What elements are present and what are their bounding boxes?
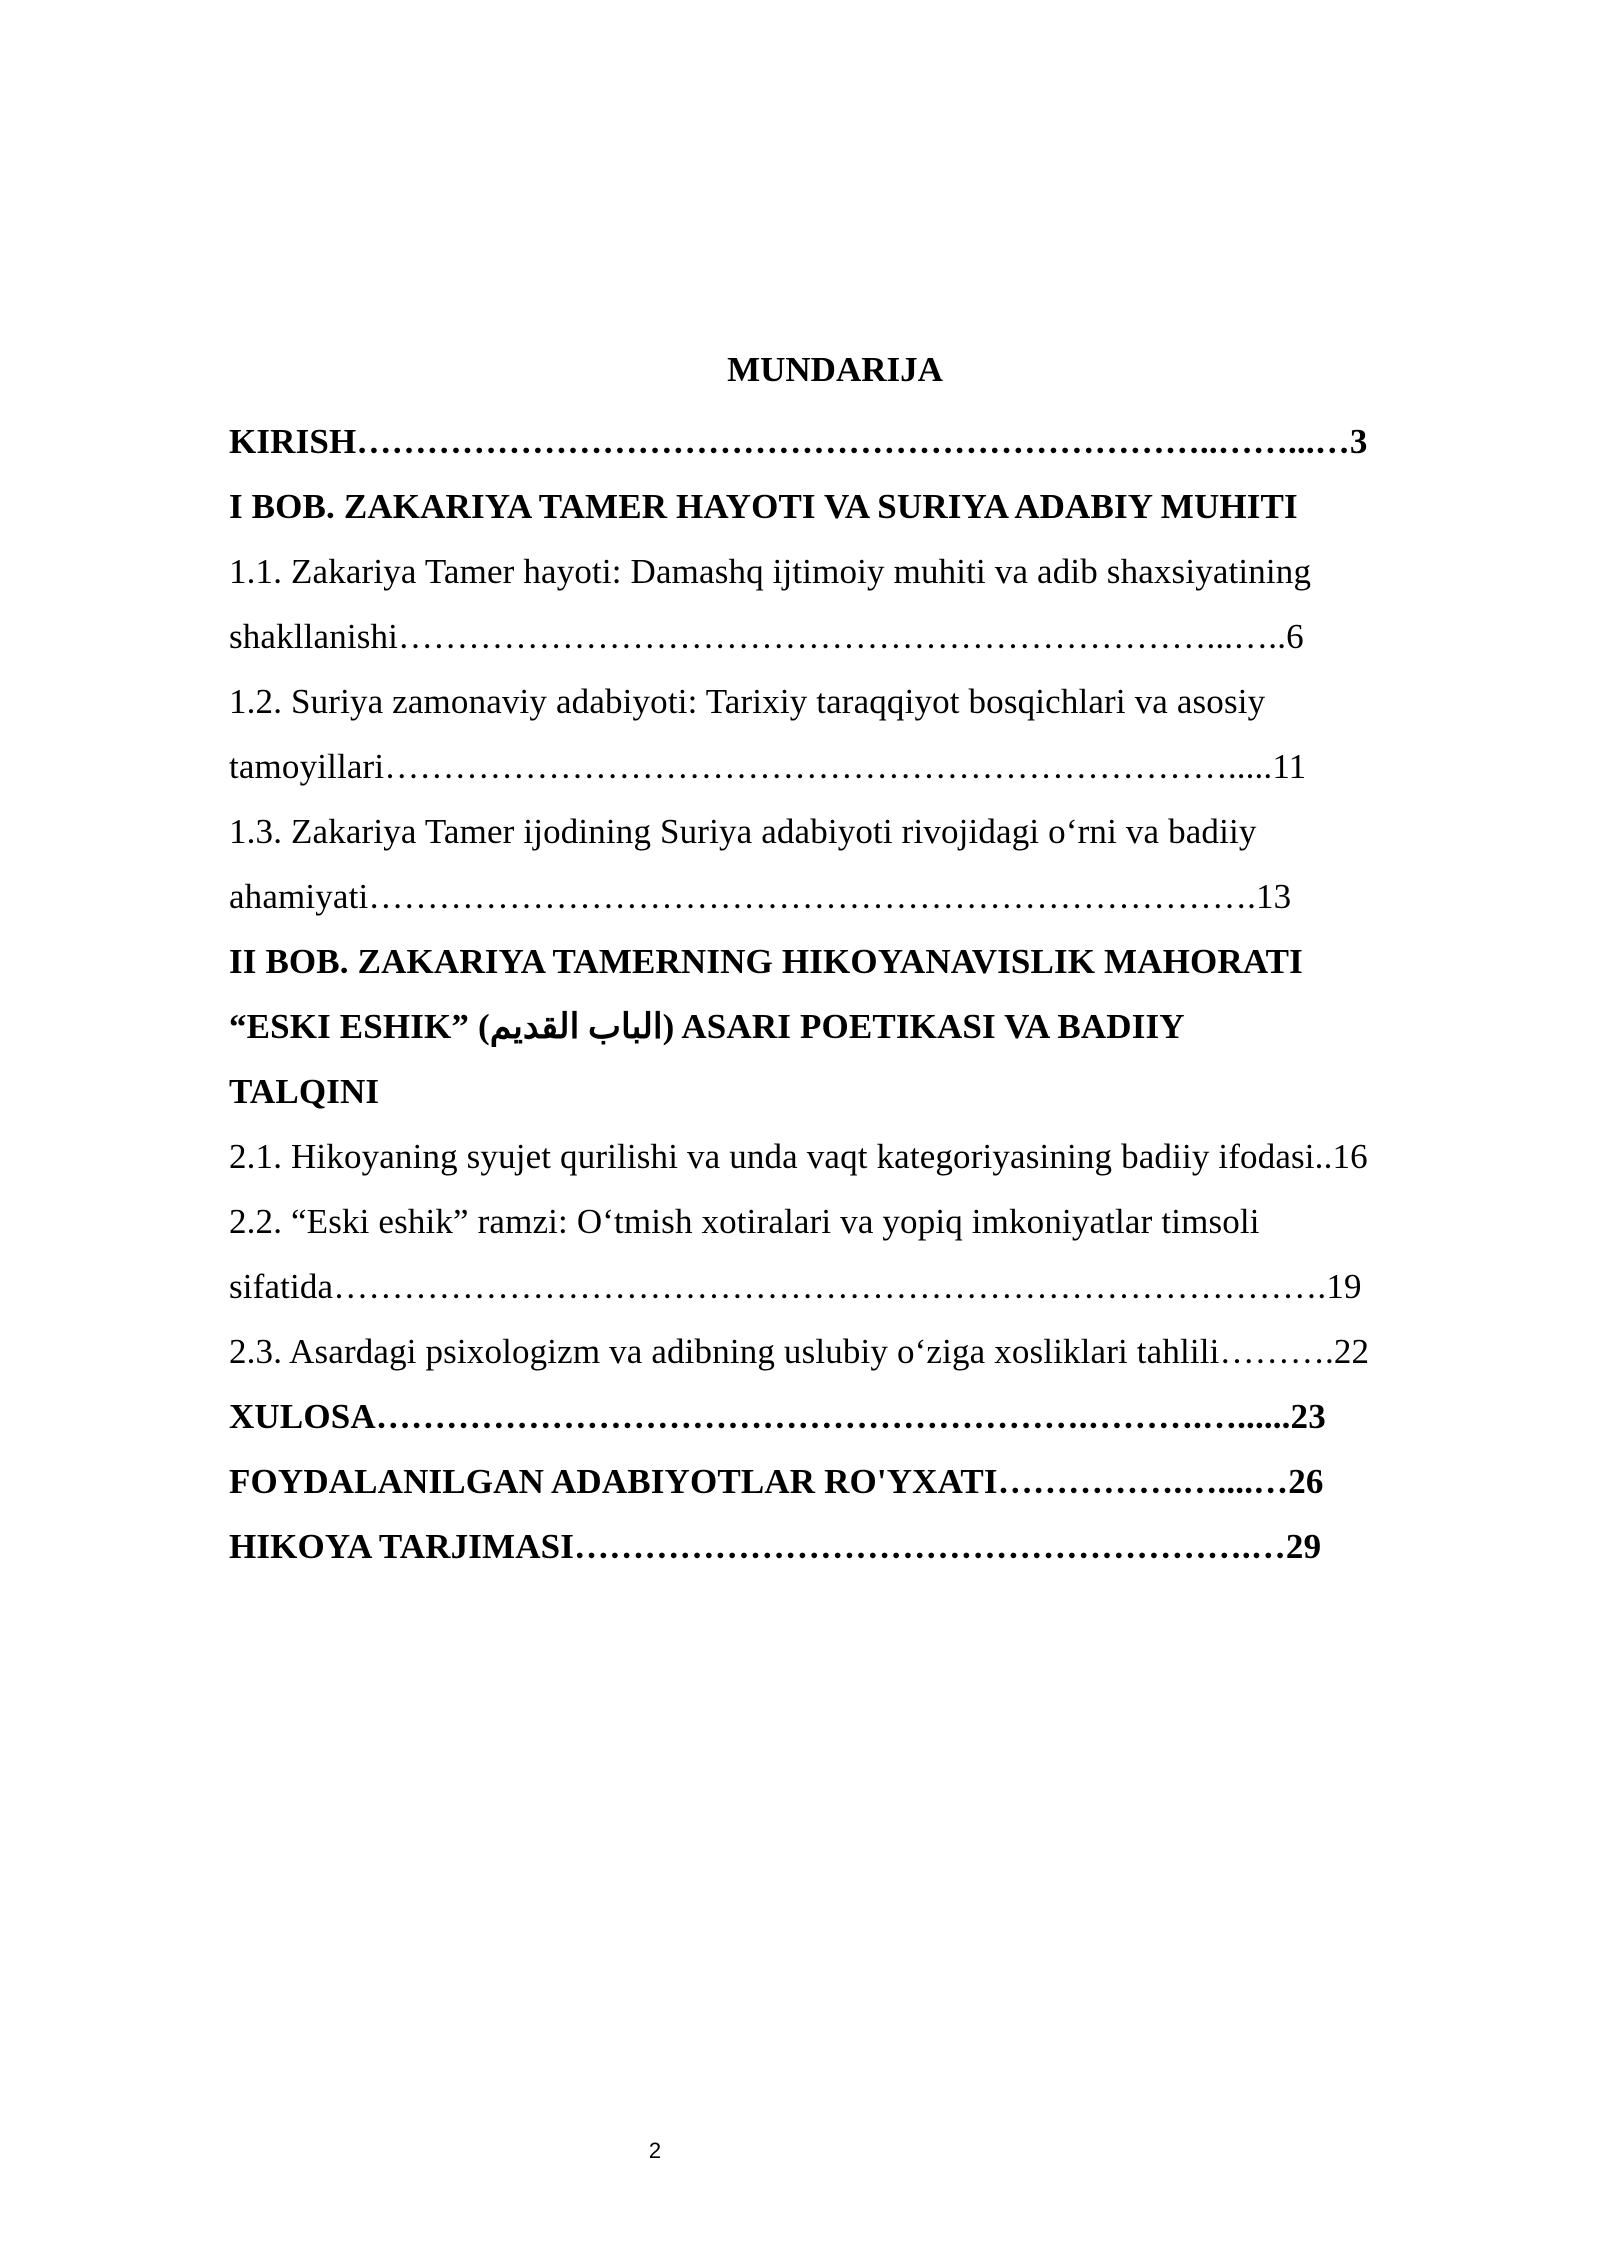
toc-entry-chapter-2-line-1: II BOB. ZAKARIYA TAMERNING HIKOYANAVISLIK MAHORATI: [229, 942, 1303, 981]
toc-entry-2-3: 2.3. Asardagi psixologizm va adibning uslubiy o‘ziga xosliklari tahlili……….22: [229, 1332, 1370, 1371]
toc-entry-chapter-2-line-2: “ESKI ESHIK” (الباب القديم) ASARI POETIKASI VA BADIIY: [229, 1007, 1185, 1046]
table-of-contents: [229, 409, 1447, 1579]
toc-heading: MUNDARIJA: [727, 350, 943, 389]
toc-entry-chapter-2-line-3: TALQINI: [229, 1072, 380, 1111]
toc-entry-1-3-line-1: 1.3. Zakariya Tamer ijodining Suriya adabiyoti rivojidagi o‘rni va badiiy: [229, 812, 1257, 851]
page-number: 2: [648, 2138, 662, 2163]
toc-entry-bibliography: FOYDALANILGAN ADABIYOTLAR RO'YXATI…………….…....…26: [229, 1462, 1324, 1501]
toc-entry-1-1-line-1: 1.1. Zakariya Tamer hayoti: Damashq ijtimoiy muhiti va adib shaxsiyatining: [229, 552, 1312, 591]
toc-entry-translation: HIKOYA TARJIMASI………………………………………………….…29: [229, 1527, 1322, 1566]
toc-entry-2-2-line-2: sifatida………………………………………………………………………….19: [229, 1267, 1362, 1306]
toc-entry-2-2-line-1: 2.2. “Eski eshik” ramzi: O‘tmish xotiralari va yopiq imkoniyatlar timsoli: [229, 1202, 1260, 1241]
toc-entry-2-1: 2.1. Hikoyaning syujet qurilishi va unda vaqt kategoriyasining badiiy ifodasi..16: [229, 1137, 1368, 1176]
toc-entry-xulosa: XULOSA…………………………………………………….……….…......23: [229, 1397, 1326, 1436]
toc-entry-chapter-1: I BOB. ZAKARIYA TAMER HAYOTI VA SURIYA ADABIY MUHITI: [229, 487, 1298, 526]
toc-entry-1-2-line-2: tamoyillari……………………………………………………………….....11: [229, 747, 1307, 786]
toc-entry-1-3-line-2: ahamiyati………………………………………………………………….13: [229, 877, 1292, 916]
toc-entry-kirish: KIRISH………………………………………………………………..……...…3: [229, 422, 1368, 461]
toc-entry-1-2-line-1: 1.2. Suriya zamonaviy adabiyoti: Tarixiy taraqqiyot bosqichlari va asosiy: [229, 682, 1266, 721]
toc-entry-1-1-line-2: shakllanishi……………………………………………………………...…..6: [229, 617, 1304, 656]
